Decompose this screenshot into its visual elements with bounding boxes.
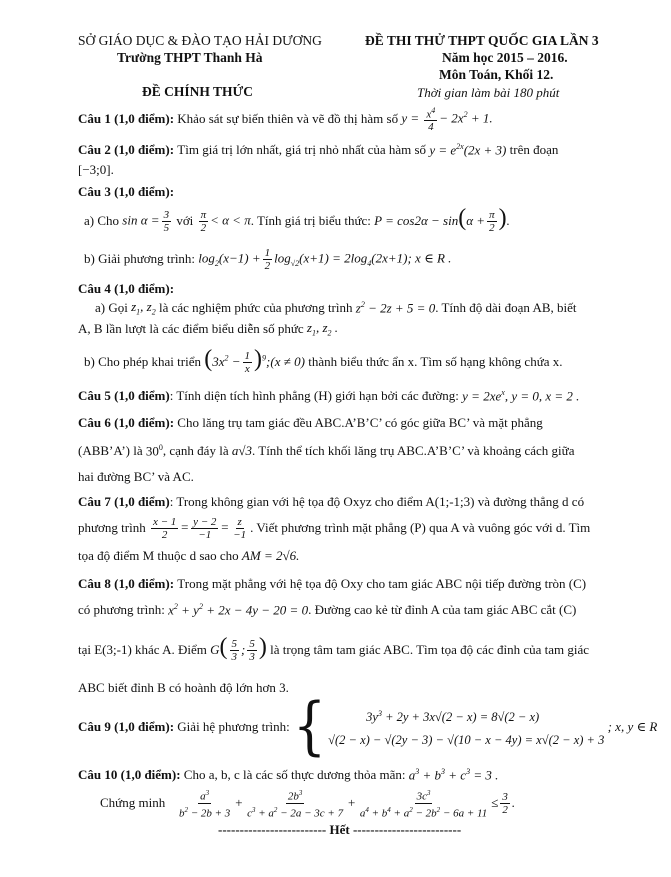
q7-condition: AM = 2√6. [241, 548, 300, 563]
q8-line3 [78, 632, 589, 668]
q7-line1: : Trong không gian với hệ tọa độ Oxyz cho điểm A(1;-1;3) và đường thẳng d có [169, 494, 585, 509]
q6-line3: hai đường BC’ và AC. [78, 469, 194, 484]
q3a-text: a) Cho [84, 213, 120, 228]
q10-label: Câu 10 (1,0 điểm): [78, 767, 181, 783]
q10-inequality-line [100, 784, 515, 822]
q4a-tail: . Tính độ dài đoạn AB, biết [435, 299, 577, 315]
question-8 [78, 576, 586, 592]
q6-line2a: (ABB’A’) là [78, 443, 143, 459]
q3a-range: $\frac{\pi}{2}$ < α < π [200, 208, 251, 234]
official-label: ĐỀ CHÍNH THỨC [142, 84, 254, 99]
q2-interval: [−3;0]. [78, 162, 114, 177]
q4-label: Câu 4 (1,0 điểm): [78, 281, 175, 296]
q1-label: Câu 1 (1,0 điểm): [78, 111, 175, 126]
q1-formula: y = $\frac{x^4}{4}$ − $2x^2 + 1$. [401, 105, 493, 134]
q4a-equation: $z^2 - 2z + 5 = 0$ [355, 299, 436, 315]
q4a-text: a) Gọi [95, 299, 128, 315]
school-year: Năm học 2015 – 2016. [442, 50, 568, 65]
q7-line2a: phương trình [78, 520, 146, 535]
q3b-text: b) Giải phương trình: [84, 251, 196, 266]
q7-label: Câu 7 (1,0 điểm) [78, 494, 170, 509]
q10-condition: $a^3 + b^3 + c^3 = 3$ . [408, 767, 499, 783]
subject: Môn Toán, Khối 12. [439, 67, 554, 82]
q5-text: : Tính diện tích hình phẳng (H) giới hạn bởi các đường: [169, 388, 459, 404]
q6-line1: Cho lăng trụ tam giác đều ABC.A’B’C’ có góc giữa BC’ và mặt phẳng [177, 415, 543, 430]
q4a-line2: A, B lần lượt là các điểm biểu diễn số phức [78, 320, 304, 336]
q8-line3b: là trọng tâm tam giác ABC. Tìm tọa độ các đỉnh của tam giác [270, 642, 590, 657]
q4-part-b [84, 344, 563, 380]
q7-line3 [78, 548, 299, 564]
q8-line1: Trong mặt phẳng với hệ tọa độ Oxy cho tam giác ABC nội tiếp đường tròn (C) [177, 576, 587, 591]
q5-label: Câu 5 (1,0 điểm) [78, 388, 170, 404]
q3a-rest: . Tính giá trị biểu thức: [250, 213, 371, 228]
q2-label: Câu 2 (1,0 điểm): [78, 142, 175, 158]
time-limit: Thời gian làm bài 180 phút [417, 85, 560, 100]
q8-line3a: tại E(3;-1) khác A. Điểm [78, 642, 207, 657]
system-brace: { [293, 691, 327, 763]
q4b-expansion: ($3x^2$ − $\frac{1}{x}$ )$^9$;(x ≠ 0) [204, 345, 305, 376]
q9-text: Giải hệ phương trình: [177, 719, 290, 734]
q4-part-a-line2 [78, 320, 338, 338]
question-6 [78, 415, 543, 431]
q6-line2 [78, 443, 574, 459]
q6-label: Câu 6 (1,0 điểm): [78, 415, 175, 430]
q3a-with: với [176, 213, 194, 228]
q8-line4: ABC biết đỉnh B có hoành độ lớn hơn 3. [78, 680, 289, 695]
q9-domain: ; x, y ∈ R [604, 719, 658, 734]
q5-curves: $y = 2xe^x$, y = 0, x = 2 . [462, 388, 580, 404]
q9-label: Câu 9 (1,0 điểm): [78, 719, 175, 734]
question-9 [78, 691, 658, 763]
q3-label: Câu 3 (1,0 điểm): [78, 184, 175, 199]
q3-part-a [84, 203, 510, 239]
q4b-rest: thành biểu thức ẩn x. Tìm số hạng không chứa x. [308, 354, 563, 369]
dept-name: SỞ GIÁO DỤC & ĐÀO TẠO HẢI DƯƠNG [78, 33, 322, 48]
end-marker: ------------------------- Hết ------------------------- [218, 822, 462, 837]
q1-text: Khảo sát sự biến thiên và vẽ đồ thị hàm số [177, 111, 399, 126]
q3a-sin: sin α = $\frac{3}{5}$ [122, 208, 170, 234]
q2-formula: $y = e^{2x}(2x + 3)$ [429, 142, 507, 158]
q4a-rest: là các nghiệm phức của phương trình [158, 299, 353, 315]
question-7 [78, 494, 584, 510]
q2-text: Tìm giá trị lớn nhất, giá trị nhỏ nhất của hàm số [177, 142, 427, 158]
q8-line2b: . Đường cao kẻ từ đỉnh A của tam giác ABC cắt (C) [308, 602, 577, 618]
question-10 [78, 767, 498, 783]
q7-line-equation: $\frac{x - 1}{2}$ = $\frac{y - 2}{-1}$ = $\frac{z}{-1}$ [152, 515, 247, 541]
school-name: Trường THPT Thanh Hà [117, 50, 263, 65]
q8-line2a: có phương trình: [78, 602, 165, 618]
q9-system: $3y^3 + 2y + 3x√(2 - x) = 8√(2 - x)$ √(2 − x) − √(2y − 3) − √(10 − x − 4y) = x√(2 − x) + 3 [328, 709, 605, 747]
q3b-equation: $\log_2(x-1)$ + $\frac{1}{2}$ $\log_{√2}(x+1) = 2\log_4(2x+1)$; x ∈ R . [198, 246, 452, 272]
q4a-points: $z_1$, $z_2$ . [306, 320, 339, 338]
q3a-expression: P = cos2α − sin(α + $\frac{\pi}{2}$ ). [374, 204, 510, 235]
question-5 [78, 388, 579, 404]
q10-text: Cho a, b, c là các số thực dương thỏa mãn: [183, 767, 406, 783]
q6-line2c: . Tính thể tích khối lăng trụ ABC.A’B’C’ và khoảng cách giữa [251, 443, 575, 459]
q4b-text: b) Cho phép khai triển [84, 354, 201, 369]
q6-edge: a√3 [231, 443, 252, 459]
q6-line2b: , cạnh đáy là [162, 443, 229, 459]
q7-line2b: . Viết phương trình mặt phẳng (P) qua A và vuông góc với d. Tìm [250, 520, 591, 535]
q4a-roots: $z_1$, $z_2$ [131, 299, 156, 317]
q8-label: Câu 8 (1,0 điểm): [78, 576, 175, 591]
q7-line3a: tọa độ điểm M thuộc d sao cho [78, 548, 239, 563]
q3-part-b [84, 244, 451, 274]
q6-angle: $30^0$ [145, 443, 163, 459]
q8-centroid: G( $\frac{5}{3}$ ; $\frac{5}{3}$ ) [210, 633, 267, 664]
q2-tail: trên đoạn [509, 142, 559, 158]
q8-circle: $x^2 + y^2 + 2x - 4y - 20 = 0$ [168, 602, 309, 618]
q10-inequality: $\frac{a^3}{b^2 - 2b + 3}$ + $\frac{2b^3}{c^3 + a^2 - 2a - 3c + 7}$ + $\frac{3c^3}{a^4 + b^4 + a^2 - 2b^2 - 6a + 11}$ ≤ $\frac{3}{2}$ . [178, 788, 516, 820]
q10-prove: Chứng minh [100, 795, 166, 810]
question-2 [78, 142, 558, 158]
q7-line2 [78, 511, 590, 545]
q4-part-a [95, 299, 577, 317]
question-1 [78, 102, 493, 136]
exam-title: ĐỀ THI THỬ THPT QUỐC GIA LẦN 3 [365, 33, 599, 48]
q8-line2 [78, 602, 576, 618]
